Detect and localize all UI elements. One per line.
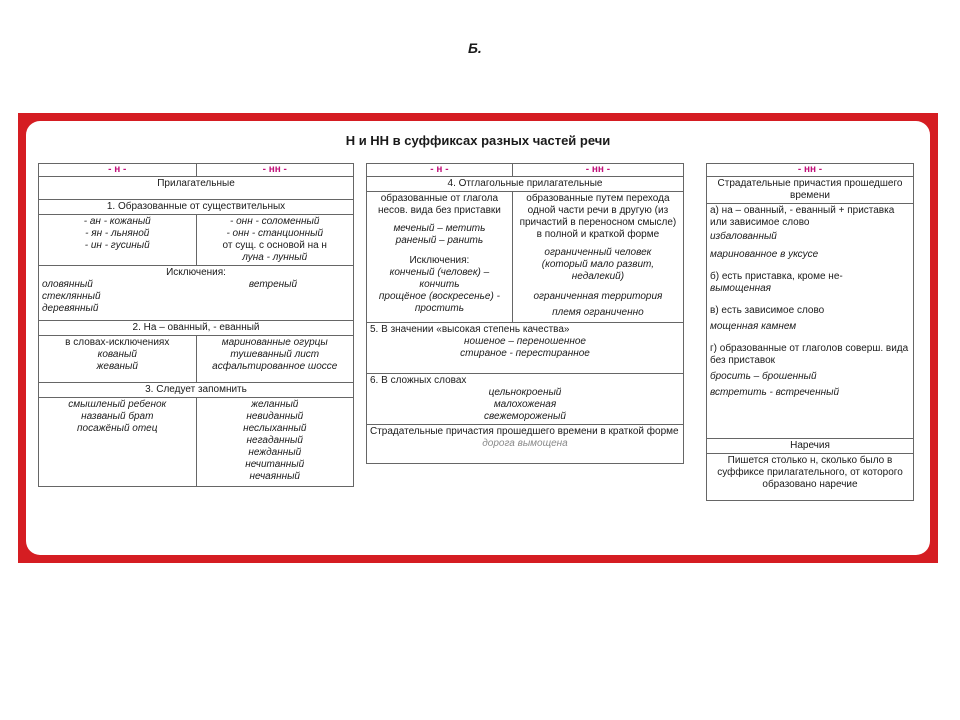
section-adjectives: Прилагательные: [39, 177, 354, 200]
rule-v-ex: мощенная камнем: [710, 321, 797, 332]
exc-ex1: конченый (человек) –: [389, 267, 490, 278]
table-verbal-adjectives: [366, 163, 684, 464]
header-nn: - нн -: [707, 164, 914, 177]
header-nn: - нн -: [196, 164, 354, 177]
right-ex1: ограниченный человек: [544, 247, 652, 258]
rule-g-ex2: встретить - встреченный: [710, 387, 840, 398]
sub2-left-title: в словах-исключениях: [65, 337, 170, 348]
rule-a-ex1: избалованный: [710, 231, 777, 242]
rule-g: г) образованные от глаголов соверш. вида без приставок: [710, 343, 909, 366]
table-adjectives: [38, 163, 354, 487]
sub3-left-ex1: смышленый ребенок: [68, 399, 167, 410]
sub3-left-ex2: названый брат: [81, 411, 154, 422]
sub2-title: 2. На – ованный, - еванный: [39, 321, 354, 336]
sub2-left-ex1: кованый: [97, 349, 137, 360]
example-n-1: - ан - кожаный: [83, 216, 151, 227]
exception-2: стеклянный: [42, 291, 101, 302]
sub6-block: [367, 374, 684, 425]
sub2-left-ex2: жеваный: [96, 361, 138, 372]
sub3-right-ex1: желанный: [251, 399, 299, 410]
rule-b-ex: вымощенная: [710, 283, 771, 294]
rule-g-ex1: бросить – брошенный: [710, 371, 817, 382]
sub2-left: [39, 336, 197, 383]
sub6-ex1: цельнокроеный: [488, 387, 562, 398]
example-nn-3: от сущ. с основой на н: [222, 240, 327, 251]
example-n-2: - ян - льняной: [85, 228, 150, 239]
participles-rules: [707, 204, 914, 439]
bottom-block: [367, 425, 684, 464]
sub3-right-ex5: нежданный: [248, 447, 302, 458]
sub6-title: 6. В сложных словах: [370, 375, 467, 386]
red-frame: [18, 113, 938, 563]
exceptions-block: [39, 266, 354, 321]
sub5-block: [367, 323, 684, 374]
sub4-right: [512, 192, 683, 323]
sub3-right-ex2: невиданный: [246, 411, 304, 422]
sub2-right-ex2: тушеванный лист: [230, 349, 320, 360]
adverbs-text: Пишется столько н, сколько было в суффиксе прилагательного, от которого образовано наречие: [707, 454, 914, 501]
right-ex3: недалекий): [571, 271, 625, 282]
sub5-ex1: ношеное – переношенное: [464, 336, 586, 347]
sub3-right-ex4: негаданный: [246, 435, 303, 446]
sub4-left: [367, 192, 513, 323]
section-participles: Страдательные причастия прошедшего времени: [707, 177, 914, 204]
left-desc: образованные от глагола несов. вида без приставки: [377, 193, 501, 216]
header-n: - н -: [39, 164, 197, 177]
sub2-right-ex1: маринованные огурцы: [221, 337, 328, 348]
sub1-title: 1. Образованные от существительных: [39, 200, 354, 215]
sub3-left: [39, 398, 197, 487]
exception-4: ветреный: [248, 279, 298, 290]
right-desc: образованные путем перехода одной части речи в другую (из причастий в переносном смысле) в полной и краткой форме: [519, 193, 677, 240]
rule-a: а) на – ованный, - еванный + приставка или зависимое слово: [710, 205, 895, 228]
sub5-ex2: стираное - перестиранное: [460, 348, 590, 359]
right-ex4: ограниченная территория: [533, 291, 663, 302]
sub3-left-ex3: посажёный отец: [77, 423, 158, 434]
exc-ex4: простить: [414, 303, 464, 314]
sub5-title: 5. В значении «высокая степень качества»: [370, 324, 570, 335]
example-n-3: - ин - гусиный: [84, 240, 150, 251]
header-nn: - нн -: [512, 164, 683, 177]
right-ex2: (который мало развит,: [541, 259, 655, 270]
left-ex2: раненый – ранить: [395, 235, 484, 246]
sub3-right-ex3: неслыханный: [243, 423, 307, 434]
sub3-right-ex7: нечаянный: [249, 471, 300, 482]
sub1-n-examples: [39, 215, 197, 266]
sub6-ex3: свежемороженый: [484, 411, 566, 422]
rule-v: в) есть зависимое слово: [710, 305, 825, 316]
sub1-nn-examples: [196, 215, 354, 266]
slide-label: Б.: [468, 40, 482, 56]
exception-1: оловянный: [42, 279, 93, 290]
sub2-right-ex3: асфальтированное шоссе: [212, 361, 338, 372]
sub2-right: [196, 336, 354, 383]
exc-ex3: прощёное (воскресенье) -: [378, 291, 500, 302]
right-ex5: племя ограниченно: [552, 307, 644, 318]
example-nn-2: - онн - станционный: [226, 228, 324, 239]
rule-a-ex2: маринованное в уксусе: [710, 249, 819, 260]
example-nn-1: - онн - соломенный: [230, 216, 320, 227]
sub4-title: 4. Отглагольные прилагательные: [367, 177, 684, 192]
bottom-title: Страдательные причастия прошедшего времени в краткой форме: [370, 426, 679, 437]
rule-b: б) есть приставка, кроме не-: [710, 271, 843, 282]
left-ex1: меченый – метить: [393, 223, 486, 234]
example-nn-4: луна - лунный: [242, 252, 308, 263]
section-adverbs: Наречия: [707, 439, 914, 454]
header-n: - н -: [367, 164, 513, 177]
exc-ex2: кончить: [419, 279, 460, 290]
sub6-ex2: малохоженая: [493, 399, 557, 410]
bottom-ex: дорога вымощена: [482, 438, 568, 449]
exceptions-title: Исключения:: [409, 255, 470, 266]
content-card: [26, 121, 930, 555]
sub3-right-ex6: нечитанный: [245, 459, 305, 470]
sub3-title: 3. Следует запомнить: [39, 383, 354, 398]
table-participles: [706, 163, 914, 501]
sub3-right: [196, 398, 354, 487]
exceptions-title: Исключения:: [166, 267, 226, 278]
exception-3: деревянный: [42, 303, 99, 314]
page-title: Н и НН в суффиксах разных частей речи: [345, 133, 611, 148]
